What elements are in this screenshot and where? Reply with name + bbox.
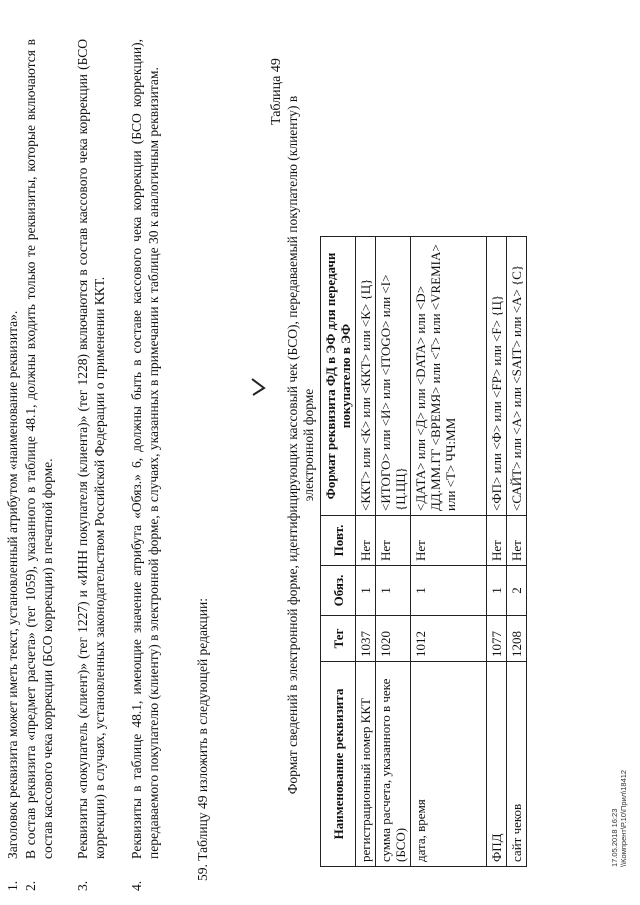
list-item-4: [128, 39, 162, 891]
cell-tag: 1037: [356, 616, 376, 662]
cell-name: сумма расчета, указанного в чеке (БСО): [376, 662, 411, 867]
table-row: [376, 237, 411, 867]
requisites-table: [320, 236, 527, 867]
rotated-document: [0, 15, 640, 895]
list-item-number: 1.: [5, 880, 20, 891]
cell-name: ФПД: [487, 662, 507, 867]
cell-mandatory: 1: [376, 566, 411, 616]
list-item-2: [22, 39, 56, 891]
cell-tag: 1020: [376, 616, 411, 662]
stamp-date: 17.05.2018 16:23: [610, 808, 619, 867]
header-tag: Тег: [321, 616, 356, 662]
cell-repeat: Нет: [376, 516, 411, 566]
pen-mark-icon: [250, 377, 268, 397]
cell-format: <ДАТА> или <Д> или <DATA> или <D> ДД.ММ.ГГ <ВРЕМЯ> или <Т> или <VREMIA> или <T> ЧЧ:ММ: [411, 237, 487, 516]
cell-name: регистрационный номер ККТ: [356, 662, 376, 867]
list-item-number: 3.: [75, 880, 90, 891]
table-header-row: [321, 237, 356, 867]
table-row: [356, 237, 376, 867]
header-name: Наименование реквизита: [321, 662, 356, 867]
list-item-3: [74, 39, 108, 891]
cell-tag: 1077: [487, 616, 507, 662]
cell-format: <ИТОГО> или <И> или <ITOGO> или <I> {Ц.ЦЦ}: [376, 237, 411, 516]
cell-repeat: Нет: [356, 516, 376, 566]
table-row: [411, 237, 487, 867]
list-item-text: В состав реквизита «предмет расчета» (тег 1059), указанного в таблице 48.1, должны входить только те реквизиты, которые включаются в состав кассового чека коррекции (БСО коррекции) в печатной форме.: [23, 39, 55, 859]
table-number: Таблица 49: [269, 58, 284, 125]
table-row: [507, 237, 527, 867]
header-format: Формат реквизита ФД в ЭФ для передачи покупателю в ЭФ: [321, 237, 356, 516]
list-item-text: Заголовок реквизита может иметь текст, установленный атрибутом «наименование реквизита».: [5, 310, 20, 859]
cell-repeat: Нет: [411, 516, 487, 566]
list-item-number: 2.: [23, 880, 38, 891]
cell-repeat: Нет: [487, 516, 507, 566]
list-item-text: Реквизиты «покупатель (клиент)» (тег 1227) и «ИНН покупателя (клиента)» (тег 1228) включаются в состав кассового чека коррекции (БСО коррекции) в случаях, установленных законодательством Российской Федерации о применении ККТ.: [75, 39, 107, 859]
cell-name: дата, время: [411, 662, 487, 867]
cell-tag: 1012: [411, 616, 487, 662]
cell-tag: 1208: [507, 616, 527, 662]
cell-repeat: Нет: [507, 516, 527, 566]
list-item-1: [4, 39, 21, 891]
table-row: [487, 237, 507, 867]
table-title: Формат сведений в электронной форме, идентифицирующих кассовый чек (БСО), передаваемый покупателю (клиенту) в электронной форме: [285, 95, 316, 795]
paragraph-59: 59. Таблицу 49 изложить в следующей редакции:: [195, 598, 210, 881]
cell-name: сайт чеков: [507, 662, 527, 867]
file-stamp: [610, 770, 628, 867]
header-repeat: Повт.: [321, 516, 356, 566]
list-item-number: 4.: [129, 880, 144, 891]
stamp-path: \\Компрент\Р.10\Прил\18412: [619, 769, 628, 867]
cell-format: <ККТ> или <К> или <ККТ> или <К> {Ц}: [356, 237, 376, 516]
cell-mandatory: 2: [507, 566, 527, 616]
cell-format: <ФП> или <Ф> или <FP> или <F> {Ц}: [487, 237, 507, 516]
cell-mandatory: 1: [356, 566, 376, 616]
cell-format: <САЙТ> или <А> или <SAIT> или <A> {С}: [507, 237, 527, 516]
cell-mandatory: 1: [411, 566, 487, 616]
cell-mandatory: 1: [487, 566, 507, 616]
list-item-text: Реквизиты в таблице 48.1, имеющие значение атрибута «Обяз.» 6, должны быть в составе кассового чека коррекции (БСО коррекции), передаваемого покупателю (клиенту) в электронной форме, в случаях, указанных в примечании к таблице 30 к аналогичным реквизитам.: [129, 39, 161, 859]
header-mandatory: Обяз.: [321, 566, 356, 616]
